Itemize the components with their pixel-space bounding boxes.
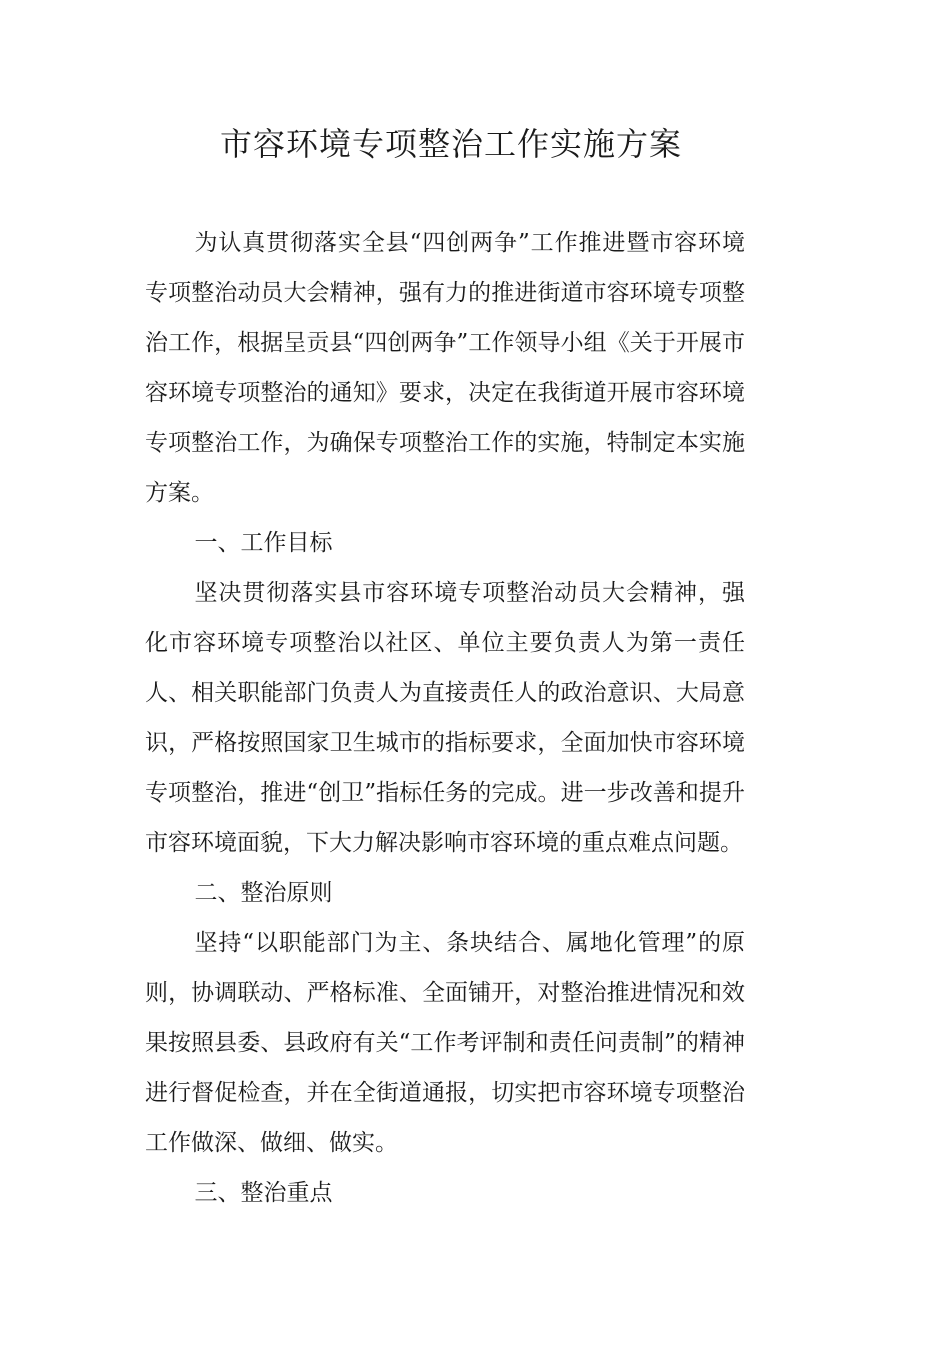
principles-paragraph: 坚持“以职能部门为主、条块结合、属地化管理”的原则，协调联动、严格标准、全面铺开，对整治推进情况和效果按照县委、县政府有关“工作考评制和责任问责制”的精神进行督促检查，并在全街道通报，切实把市容环境专项整治工作做深、做细、做实。 (145, 930, 745, 1156)
document-body (145, 218, 745, 1218)
section-heading-goals: 一、工作目标 (194, 530, 333, 556)
section-heading-principles: 二、整治原则 (194, 880, 333, 906)
section-heading-focus: 三、整治重点 (194, 1180, 333, 1206)
intro-paragraph: 为认真贯彻落实全县“四创两争”工作推进暨市容环境专项整治动员大会精神，强有力的推进街道市容环境专项整治工作，根据呈贡县“四创两争”工作领导小组《关于开展市容环境专项整治的通知》要求，决定在我街道开展市容环境专项整治工作，为确保专项整治工作的实施，特制定本实施方案。 (145, 230, 745, 506)
document-title: 市容环境专项整治工作实施方案 (219, 125, 682, 163)
goals-paragraph: 坚决贯彻落实县市容环境专项整治动员大会精神，强化市容环境专项整治以社区、单位主要负责人为第一责任人、相关职能部门负责人为直接责任人的政治意识、大局意识，严格按照国家卫生城市的指标要求，全面加快市容环境专项整治，推进“创卫”指标任务的完成。进一步改善和提升市容环境面貌，下大力解决影响市容环境的重点难点问题。 (145, 580, 745, 856)
